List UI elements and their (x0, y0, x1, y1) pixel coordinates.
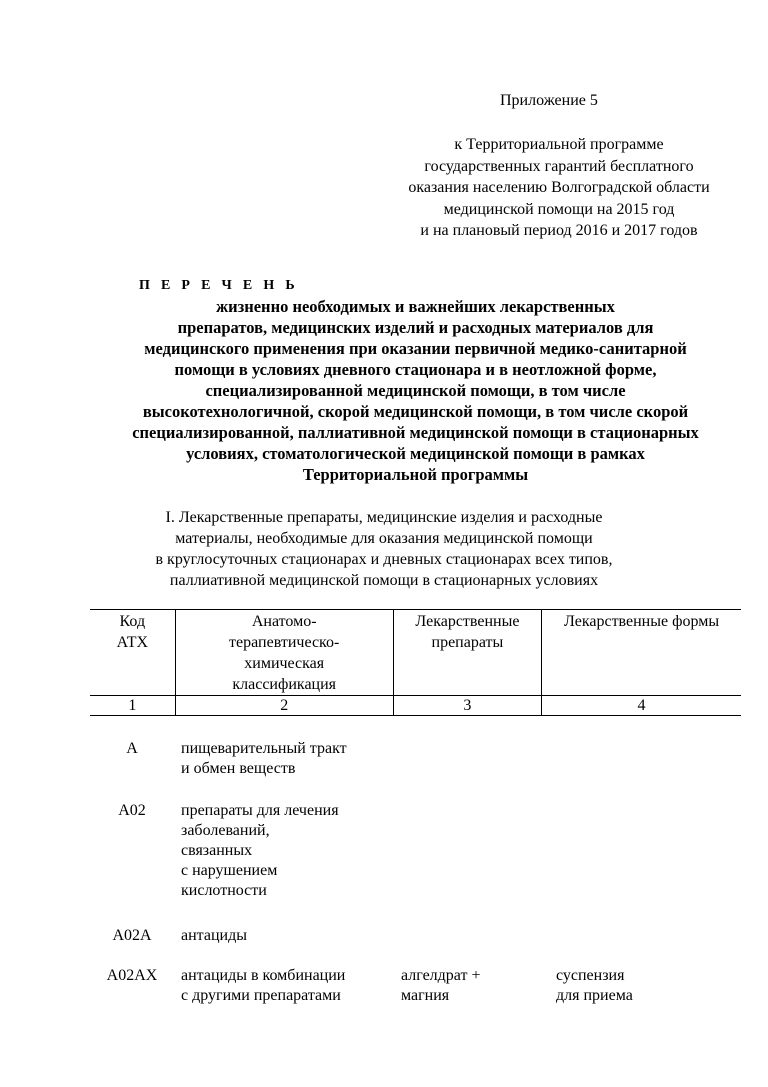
section-title-line: в круглосуточных стационарах и дневных стационарах всех типов, (155, 551, 613, 568)
column-number: 4 (542, 696, 741, 716)
row-group-line: пищеварительный тракт (181, 740, 347, 757)
list-heading: П Е Р Е Ч Е Н Ь (139, 278, 299, 293)
table-row (0, 926, 768, 948)
header-line: химическая (244, 655, 325, 672)
header-atc-code (90, 610, 175, 696)
row-group-line: с нарушением (181, 862, 278, 879)
row-group (181, 739, 391, 779)
column-number: 3 (393, 696, 541, 716)
table-row (0, 739, 768, 781)
list-title-line: условиях, стоматологической медицинской помощи в рамках (186, 444, 645, 463)
approval-line: к Территориальной программе (454, 136, 664, 153)
header-line: Лекарственные (415, 613, 520, 630)
list-title-line: высокотехнологичной, скорой медицинской помощи, в том числе скорой (142, 402, 689, 421)
table-header-row (90, 610, 741, 696)
row-group-line: заболеваний, (181, 822, 270, 839)
row-group-line: с другими препаратами (181, 987, 341, 1004)
row-group (181, 966, 391, 1006)
row-group-line: антациды в комбинации (181, 967, 346, 984)
column-number: 2 (175, 696, 393, 716)
section-title (100, 507, 668, 591)
row-group-line: кислотности (181, 882, 267, 899)
header-classification (175, 610, 393, 696)
table-row (0, 966, 768, 1010)
section-title-line: I. Лекарственные препараты, медицинские изделия и расходные (165, 509, 603, 526)
header-line: Анатомо- (251, 613, 317, 630)
table-row (0, 801, 768, 903)
list-title-line: Территориальной программы (302, 465, 529, 484)
approval-line: государственных гарантий бесплатного (424, 157, 694, 175)
list-title-line: специализированной, паллиативной медицинской помощи в стационарных (132, 423, 699, 442)
appendix-label: Приложение 5 (500, 92, 598, 109)
list-title-line: медицинского применения при оказании первичной медико-санитарной (144, 339, 687, 358)
list-title-line: жизненно необходимых и важнейших лекарственных (216, 297, 615, 316)
approval-line: оказания населению Волгоградской области (408, 179, 710, 196)
row-group-line: связанных (181, 842, 253, 859)
header-drugs (393, 610, 541, 696)
list-title-line: препаратов, медицинских изделий и расходных материалов для (177, 318, 654, 337)
row-code: А02А (112, 927, 152, 944)
row-drug-line: магния (401, 987, 450, 1004)
approval-line: медицинской помощи на 2015 год (443, 200, 675, 218)
row-group (181, 801, 391, 901)
header-line: препараты (431, 634, 504, 651)
row-form-line: для приема (556, 987, 633, 1004)
row-form-line: суспензия (556, 967, 625, 984)
section-title-line: паллиативной медицинской помощи в стационарных условиях (169, 572, 599, 589)
row-drug-line: алгелдрат + (401, 967, 481, 984)
list-title (88, 296, 743, 485)
row-code: А02 (118, 802, 146, 819)
row-group-line: и обмен веществ (181, 760, 296, 777)
row-dosage-form (556, 966, 741, 1006)
row-group (181, 926, 391, 946)
section-title-line: материалы, необходимые для оказания медицинской помощи (175, 530, 593, 547)
header-dosage-forms (542, 610, 741, 696)
approval-line: и на плановый период 2016 и 2017 годов (420, 222, 698, 239)
row-drug (401, 966, 551, 1006)
list-title-line: помощи в условиях дневного стационара и в неотложной форме, (174, 360, 657, 379)
column-number-row (90, 696, 741, 716)
header-line: АТХ (116, 634, 149, 651)
drugs-table-header (90, 609, 741, 716)
row-group-line: антациды (181, 927, 247, 944)
approval-note (378, 134, 740, 242)
header-line: Лекарственные формы (563, 613, 720, 630)
row-code: А02АХ (106, 967, 158, 984)
row-code: А (126, 740, 138, 757)
header-line: классификация (232, 676, 337, 693)
header-line: Код (119, 613, 146, 630)
row-group-line: препараты для лечения (181, 802, 339, 819)
list-title-line: специализированной медицинской помощи, в том числе (205, 381, 626, 400)
column-number: 1 (90, 696, 175, 716)
header-line: терапевтическо- (229, 634, 340, 651)
